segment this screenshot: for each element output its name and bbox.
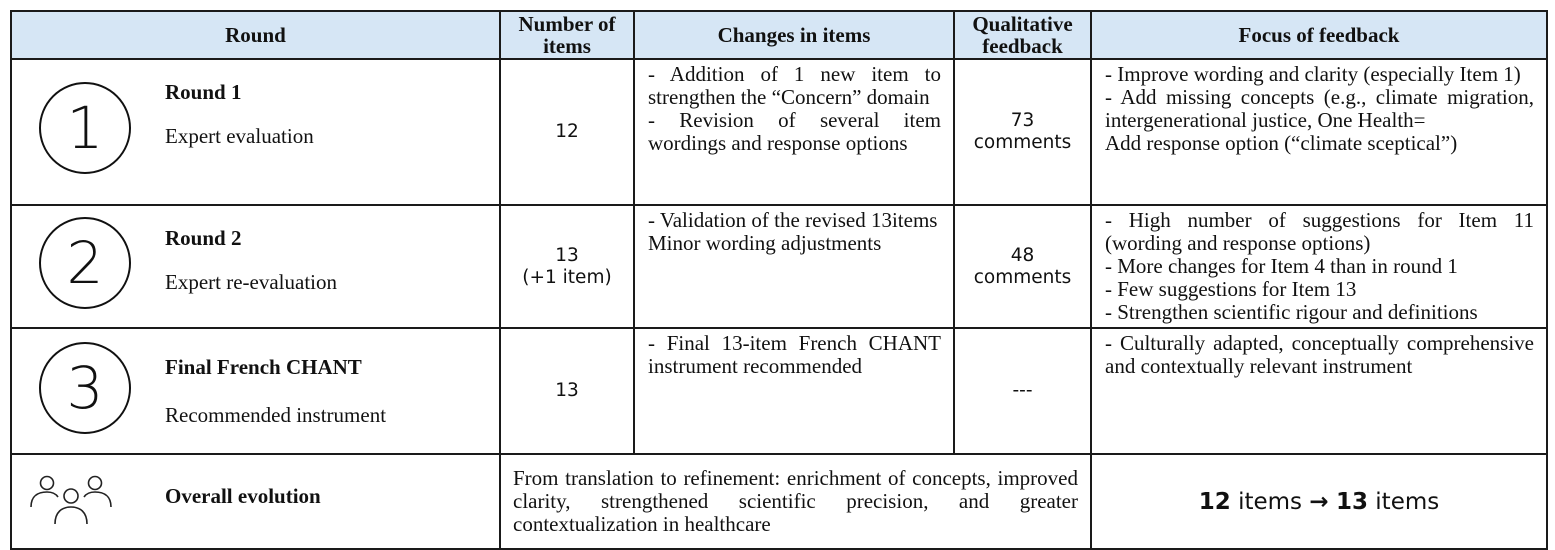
header-number-of-items: Number of items bbox=[500, 11, 634, 59]
change-line: - Revision of several item wordings and response options bbox=[648, 108, 941, 155]
table-row-round-2 bbox=[11, 205, 1547, 328]
focus-cell bbox=[1091, 59, 1547, 205]
round-subtitle: Expert re-evaluation bbox=[165, 270, 337, 294]
items-from-count: 12 bbox=[1198, 488, 1231, 515]
items-count-cell bbox=[500, 205, 634, 328]
feedback-unit: comments bbox=[973, 132, 1072, 153]
items-to-count: 13 bbox=[1335, 488, 1368, 515]
overall-cell bbox=[11, 454, 500, 549]
focus-line: - Add missing concepts (e.g., climate migration, intergenerational justice, One Health= bbox=[1105, 85, 1534, 132]
feedback-count: 73 bbox=[1010, 110, 1035, 131]
focus-cell bbox=[1091, 328, 1547, 454]
focus-line: - More changes for Item 4 than in round 1 bbox=[1105, 254, 1458, 278]
items-count: 13 bbox=[555, 380, 579, 401]
focus-line: - Few suggestions for Item 13 bbox=[1105, 277, 1357, 301]
header-qualitative-feedback: Qualitative feedback bbox=[954, 11, 1091, 59]
changes-cell bbox=[634, 59, 954, 205]
round-subtitle: Expert evaluation bbox=[165, 124, 314, 148]
overall-items-change bbox=[1091, 454, 1547, 549]
items-delta: (+1 item) bbox=[522, 266, 612, 288]
items-to-label: items bbox=[1367, 488, 1440, 515]
round-title: Final French CHANT bbox=[165, 355, 362, 379]
items-count-cell bbox=[500, 59, 634, 205]
change-line: - Final 13-item French CHANT instrument recommended bbox=[648, 331, 941, 378]
header-round: Round bbox=[11, 11, 500, 59]
changes-cell bbox=[634, 205, 954, 328]
focus-line: - Improve wording and clarity (especially Item 1) bbox=[1105, 62, 1521, 86]
changes-cell bbox=[634, 328, 954, 454]
round-number-circle: 3 bbox=[39, 342, 131, 434]
focus-line: Add response option (“climate sceptical”) bbox=[1105, 131, 1458, 155]
change-line: - Validation of the revised 13items bbox=[648, 208, 938, 232]
header-row bbox=[11, 11, 1547, 59]
table-row-round-1 bbox=[11, 59, 1547, 205]
round-number-circle: 2 bbox=[39, 217, 131, 309]
rounds-table bbox=[10, 10, 1548, 550]
focus-line: - High number of suggestions for Item 11 (wording and response options) bbox=[1105, 208, 1534, 255]
table-row-round-3 bbox=[11, 328, 1547, 454]
items-count: 13 bbox=[555, 244, 579, 266]
feedback-count: 48 bbox=[1010, 244, 1035, 266]
round-subtitle: Recommended instrument bbox=[165, 403, 387, 427]
round-cell bbox=[11, 328, 500, 454]
feedback-count-cell bbox=[954, 205, 1091, 328]
change-line: - Addition of 1 new item to strengthen the “Concern” domain bbox=[648, 62, 941, 109]
round-cell bbox=[11, 205, 500, 328]
change-line: Minor wording adjustments bbox=[648, 231, 882, 255]
items-count-cell bbox=[500, 328, 634, 454]
round-number-circle: 1 bbox=[39, 82, 131, 174]
arrow-icon: → bbox=[1309, 488, 1329, 515]
overall-evolution-text: From translation to refinement: enrichment of concepts, improved clarity, strengthened scientific precision, and greater contextualization in healthcare bbox=[500, 454, 1091, 549]
items-from-label: items bbox=[1230, 488, 1310, 515]
focus-cell bbox=[1091, 205, 1547, 328]
feedback-count-cell bbox=[954, 328, 1091, 454]
items-count: 12 bbox=[555, 121, 579, 142]
feedback-count: --- bbox=[1012, 380, 1033, 401]
round-title: Round 1 bbox=[165, 80, 242, 104]
feedback-count-cell bbox=[954, 59, 1091, 205]
focus-line: - Strengthen scientific rigour and definitions bbox=[1105, 300, 1478, 324]
overall-title: Overall evolution bbox=[165, 484, 321, 508]
table-row-overall bbox=[11, 454, 1547, 549]
round-cell bbox=[11, 59, 500, 205]
focus-line: - Culturally adapted, conceptually comprehensive and contextually relevant instrument bbox=[1105, 331, 1534, 378]
header-changes-in-items: Changes in items bbox=[634, 11, 954, 59]
feedback-unit: comments bbox=[973, 266, 1072, 288]
people-group-icon bbox=[28, 474, 114, 526]
round-title: Round 2 bbox=[165, 226, 242, 250]
header-focus-of-feedback: Focus of feedback bbox=[1091, 11, 1547, 59]
